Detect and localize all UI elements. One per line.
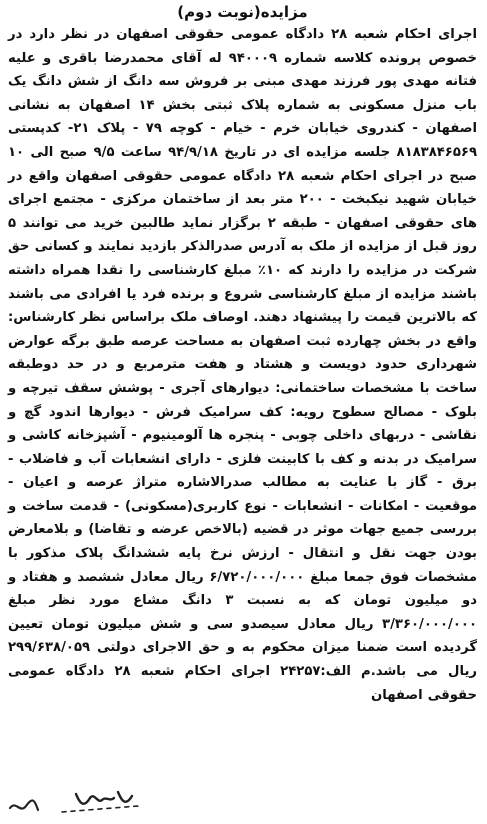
auction-notice (4, 0, 483, 822)
notice-title: مزایده(نوبت دوم) (177, 3, 308, 21)
handwritten-signature (6, 786, 146, 820)
signature-scribble (6, 786, 146, 820)
notice-body: اجرای احکام شعبه ۲۸ دادگاه عمومی حقوقی اصفهان در نظر دارد در خصوص پرونده کلاسه شماره ۹۴۰۰۰۹ له آقای محمدرضا باقری و علیه فتانه مهدی پور فرزند مهدی مبنی بر فروش سه دانگ از شش دانگ یک باب منزل مسکونی به شماره پلاک ثبتی بخش ۱۴ اصفهان به نشانی اصفهان - کندروی خیابان خرم - خیام - کوچه ۷۹ - پلاک ۲۱- کدپستی ۸۱۸۳۸۴۶۵۶۹ جلسه مزایده ای در تاریخ ۹۴/۹/۱۸ ساعت ۹/۵ صبح الی ۱۰ صبح در اجرای احکام شعبه ۲۸ دادگاه عمومی حقوقی اصفهان واقع در خیابان شهید نیکبخت - ۲۰۰ متر بعد از ساختمان مرکزی - مجتمع اجرای های حقوقی اصفهان - طبقه ۲ برگزار نماید طالبین خرید می توانند ۵ روز قبل از مزایده از ملک به آدرس صدرالذکر بازدید نمایند و کسانی حق شرکت در مزایده را دارند که ۱۰٪ مبلغ کارشناسی را نقدا همراه داشته باشند مزایده از مبلغ کارشناسی شروع و برنده فرد یا افرادی می باشند که بالاترین قیمت را پیشنهاد دهند. اوصاف ملک براساس نظر کارشناس: واقع در بخش چهارده ثبت اصفهان به مساحت عرصه طبق برگه عوارض شهرداری حدود دویست و هشتاد و هفت مترمربع و در حد دوطبقه ساخت با مشخصات ساختمانی: دیوارهای آجری - پوشش سقف تیرچه و بلوک - مصالح سطوح رویه: کف سرامیک فرش - دیوارها اندود گچ و نقاشی - دربهای داخلی چوبی - پنجره ها آلومینیوم - آشپزخانه کاشی و سرامیک در بدنه و کف با کابینت فلزی - دارای انشعابات آب و فاضلاب - برق - گاز با عنایت به مطالب صدرالاشاره متراژ عرصه و اعیان - موقعیت - امکانات - انشعابات - نوع کاربری(مسکونی) - قدمت ساخت و بررسی جمیع جهات موثر در قضیه (بالاخص عرضه و تقاضا) و بلامعارض بودن جهت نقل و انتقال - ارزش نرخ پایه ششدانگ پلاک مذکور با مشخصات فوق جمعا مبلغ ۶/۷۲۰/۰۰۰/۰۰۰ ریال معادل ششصد و هفتاد و دو میلیون تومان که به نسبت ۳ دانگ مشاع مورد نظر مبلغ ۳/۳۶۰/۰۰۰/۰۰۰ ریال معادل سیصدو سی و شش میلیون تومان تعیین گردیده است ضمنا میزان محکوم به و حق الاجرای دولتی ۲۹۹/۶۳۸/۰۵۹ ریال می باشد.م الف:۲۴۲۵۷ اجرای احکام شعبه ۲۸ دادگاه عمومی حقوقی اصفهان (8, 27, 478, 703)
